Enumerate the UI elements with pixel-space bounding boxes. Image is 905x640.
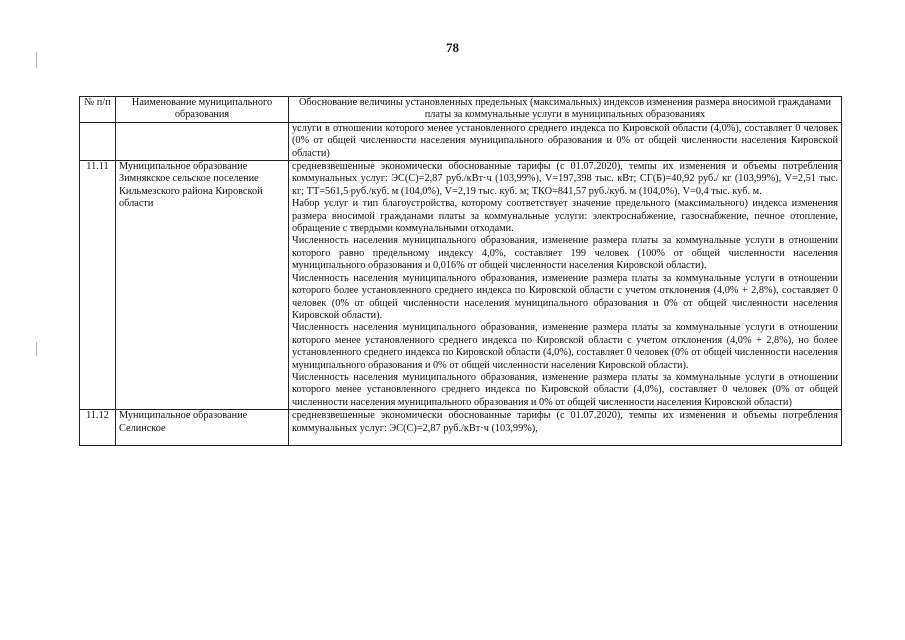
table-row-continuation <box>80 122 842 160</box>
page-number: 78 <box>446 40 459 55</box>
population-below-paragraph: Численность населения муниципального образования, изменение размера платы за коммунальные услуги в отношении которого менее установленного среднего индекса по Кировской области (4,0%), составляет 0 человек (0% от общей численности населения муниципального образования и 0% от общей численности населения Кировской области) <box>292 371 838 408</box>
population-above-paragraph: Численность населения муниципального образования, изменение размера платы за коммунальные услуги в отношении которого более установленного среднего индекса по Кировской области с учетом отклонения (4,0% + 2,8%), составляет 0 человек (0% от общей численности населения муниципального образования и 0% от общей численности населения Кировской области). <box>292 272 838 321</box>
tariffs-paragraph: средневзвешенные экономически обоснованные тарифы (с 01.07.2020), темпы их изменения и объемы потребления коммунальных услуг: ЭС(С)=2,87 руб./кВт·ч (103,99%), <box>292 410 838 434</box>
header-name: Наименование муниципального образования <box>116 97 289 123</box>
population-between-paragraph: Численность населения муниципального образования, изменение размера платы за коммунальные услуги в отношении которого менее установленного среднего индекса по Кировской области с учетом отклонения (4,0% + 2,8%), но более установленного среднего индекса по Кировской области (4,0%), составляет 0 человек (0% от общей численности населения муниципального образования и 0% от общей численности населения Кировской области). <box>292 322 838 371</box>
tariffs-paragraph: средневзвешенные экономически обоснованные тарифы (с 01.07.2020), темпы их изменения и объемы потребления коммунальных услуг: ЭС(С)=2,87 руб./кВт·ч (103,99%), V=197,398 тыс. кВт; СГ(Б)=40,92 руб./ кг (103,99%), V=2,51 тыс. кг; ТТ=561,5 руб./куб. м (104,0%), V=2,19 тыс. куб. м; ТКО=841,57 руб./куб. м (104,0%), V=0,4 тыс. куб. м. <box>292 161 838 197</box>
services-set-paragraph: Набор услуг и тип благоустройства, которому соответствует значение предельного (максимального) индекса изменения размера вносимой гражданами платы за коммунальные услуги: электроснабжение, газоснабжение, печное отопление, обращение с твердыми коммунальными отходами. <box>292 198 838 235</box>
basis-cell <box>289 161 842 410</box>
municipal-index-table <box>79 96 842 446</box>
scan-mark <box>36 342 37 356</box>
row-number: 11.12 <box>80 410 116 446</box>
municipality-name: Муниципальное образование Зимнякское сельское поселение Кильмезского района Кировской области <box>116 161 289 410</box>
table-header-row <box>80 97 842 123</box>
cell-empty <box>116 122 289 160</box>
cell-empty <box>80 122 116 160</box>
header-basis: Обоснование величины установленных предельных (максимальных) индексов изменения размера вносимой гражданами платы за коммунальные услуги в муниципальных образованиях <box>289 97 842 123</box>
population-equal-paragraph: Численность населения муниципального образования, изменение размера платы за коммунальные услуги в отношении которого равно предельному индексу 4,0%, составляет 199 человек (100% от общей численности населения муниципального образования и 0,016% от общей численности населения Кировской области). <box>292 235 838 272</box>
basis-cell <box>289 410 842 446</box>
table-row-11-12 <box>80 410 842 446</box>
row-number: 11.11 <box>80 161 116 410</box>
continuation-text: услуги в отношении которого менее установленного среднего индекса по Кировской области (4,0%), составляет 0 человек (0% от общей численности населения муниципального образования и 0% от общей численности населения Кировской области) <box>289 122 842 160</box>
table-row-11-11 <box>80 161 842 410</box>
municipality-name: Муниципальное образование Селинское <box>116 410 289 446</box>
header-num: № п/п <box>80 97 116 123</box>
